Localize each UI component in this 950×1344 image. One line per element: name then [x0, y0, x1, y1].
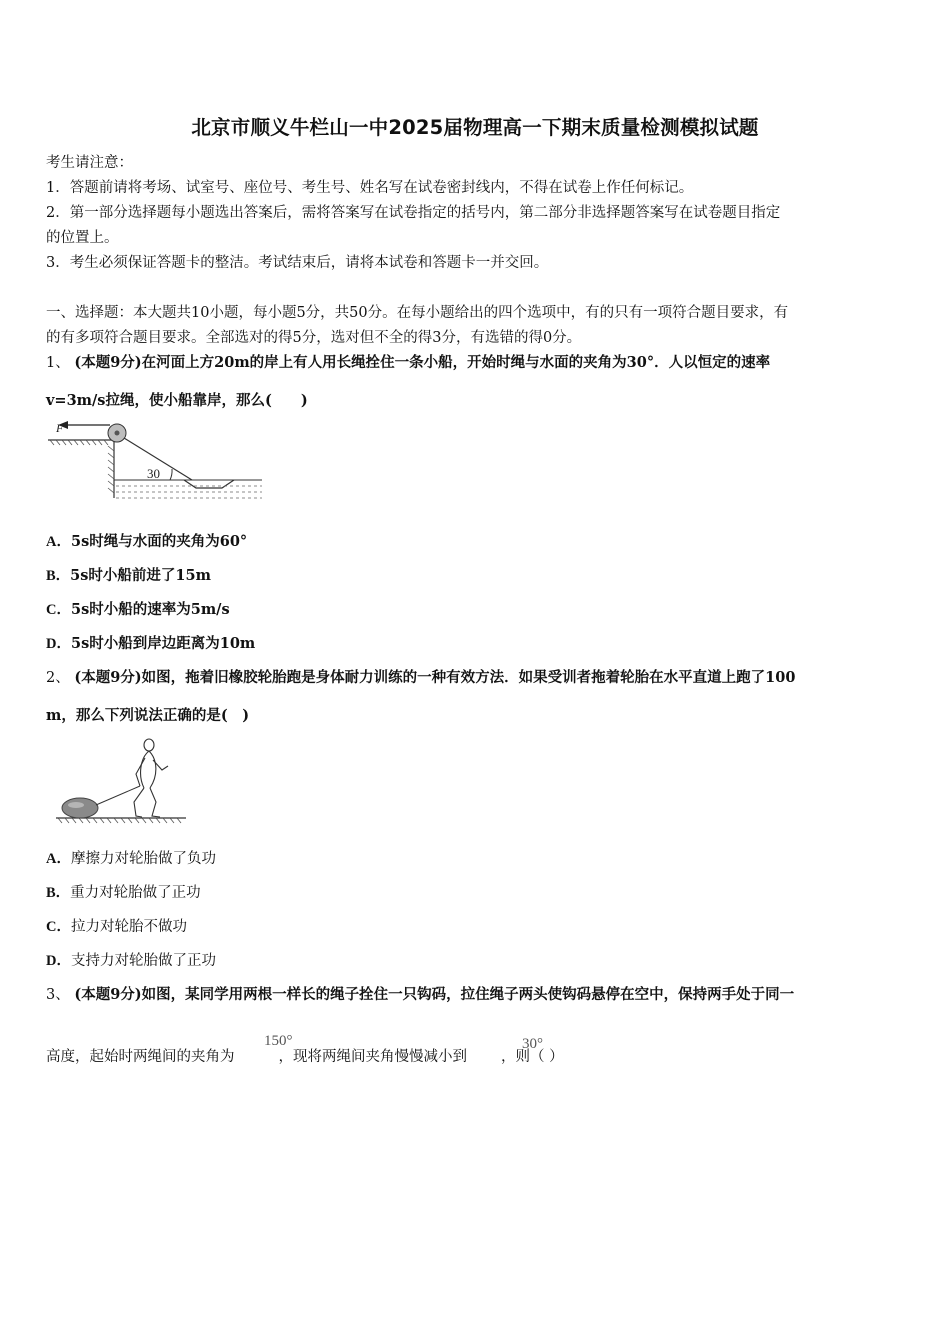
q2-option-c[interactable]: C．拉力对轮胎不做功: [46, 919, 187, 935]
q2-option-b[interactable]: B．重力对轮胎做了正功: [46, 885, 201, 901]
q2-stem-text: (本题9分)如图，拖着旧橡胶轮胎跑是身体耐力训练的一种有效方法．如果受训者拖着轮胎在水平直道上跑了100: [74, 669, 796, 686]
q1-number: 1、: [46, 355, 70, 371]
q1-stem-line2: v=3m/s拉绳，使小船靠岸，那么( ): [46, 392, 308, 409]
q2-stem-line1: [46, 669, 795, 687]
q2-figure-runner-tire: [52, 736, 192, 828]
q1-option-b[interactable]: B．5s时小船前进了15m: [46, 567, 211, 584]
page-title: 北京市顺义牛栏山一中2025届物理高一下期末质量检测模拟试题: [191, 116, 759, 139]
q3-stem-line2: 高度，起始时两绳间的夹角为 ，现将两绳间夹角慢慢减小到 ，则（ ）: [46, 1049, 564, 1065]
angle-label: 30: [147, 466, 160, 481]
q1-stem-line1: [46, 354, 770, 372]
q3-number: 3、: [46, 987, 70, 1003]
q3-stem-text: (本题9分)如图，某同学用两根一样长的绳子拴住一只钩码，拉住绳子两头使钩码悬停在空中，保持两手处于同一: [74, 986, 795, 1003]
q2-option-a[interactable]: A．摩擦力对轮胎做了负功: [46, 851, 216, 867]
q1-figure-river-boat: [44, 418, 266, 504]
runner-icon: [134, 739, 168, 817]
q2-option-d[interactable]: D．支持力对轮胎做了正功: [46, 953, 216, 969]
notice-item-2-cont: 的位置上。: [46, 230, 119, 246]
q1-option-a[interactable]: A．5s时绳与水面的夹角为60°: [46, 533, 248, 550]
q2-stem-line2: m，那么下列说法正确的是( ): [46, 707, 250, 724]
q1-stem-text: (本题9分)在河面上方20m的岸上有人用长绳拴住一条小船，开始时绳与水面的夹角为30°．人以恒定的速率: [74, 354, 771, 371]
tire-icon: [62, 798, 98, 818]
boat-icon: [184, 480, 234, 488]
force-label: F: [56, 421, 64, 435]
q3-angle-end: 30°: [522, 1036, 543, 1052]
q1-option-c[interactable]: C．5s时小船的速率为5m/s: [46, 601, 230, 618]
section-intro-line2: 的有多项符合题目要求。全部选对的得5分，选对但不全的得3分，有选错的得0分。: [46, 330, 582, 346]
q1-option-d[interactable]: D．5s时小船到岸边距离为10m: [46, 635, 256, 652]
section-intro-line1: 一、选择题：本大题共10小题，每小题5分，共50分。在每小题给出的四个选项中，有的只有一项符合题目要求，有: [46, 305, 789, 321]
notice-item-1: 1．答题前请将考场、试室号、座位号、考生号、姓名写在试卷密封线内，不得在试卷上作任何标记。: [46, 180, 694, 196]
q2-number: 2、: [46, 670, 70, 686]
notice-heading: 考生请注意：: [46, 155, 133, 171]
notice-item-3: 3．考生必须保证答题卡的整洁。考试结束后，请将本试卷和答题卡一并交回。: [46, 255, 549, 271]
q3-angle-start: 150°: [264, 1033, 293, 1049]
notice-item-2: 2．第一部分选择题每小题选出答案后，需将答案写在试卷指定的括号内，第二部分非选择题答案写在试卷题目指定: [46, 205, 781, 221]
q3-stem-line1: [46, 986, 794, 1004]
